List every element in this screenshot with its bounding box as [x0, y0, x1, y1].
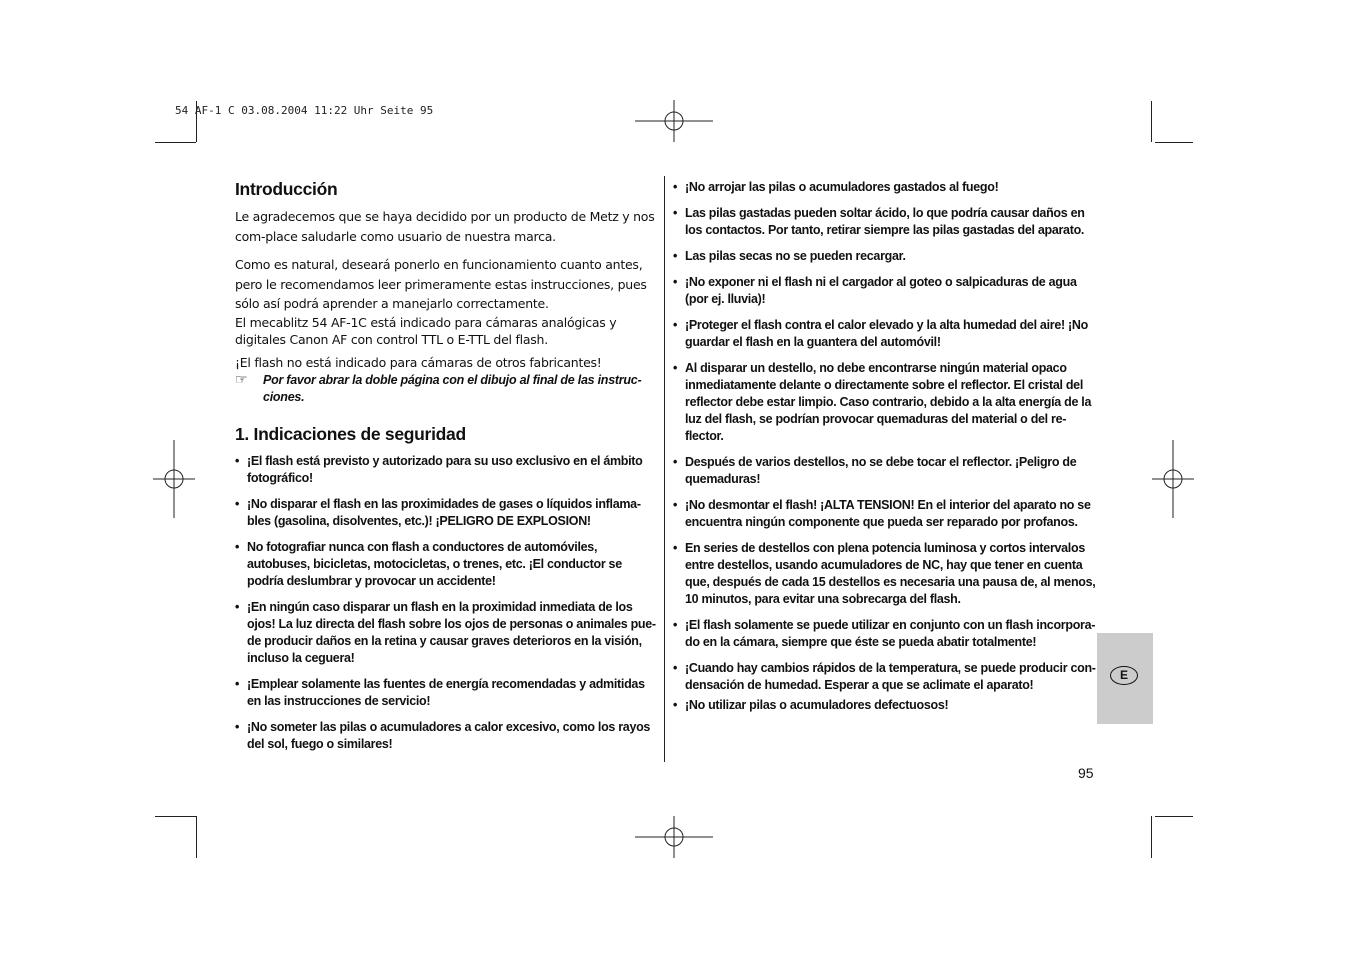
bullet-icon: •: [673, 275, 678, 289]
bullet-text: ¡No someter las pilas o acumuladores a calor excesivo, como los rayos del sol, fuego o similares!: [247, 720, 651, 751]
crop-mark: [155, 816, 196, 817]
bullet-text: No fotografiar nunca con flash a conductores de automóviles, autobuses, bicicletas, motocicletas, o trenes, etc. ¡El conductor se podría deslumbrar y provocar un accidente!: [247, 540, 622, 588]
safety-list: [235, 453, 660, 753]
bullet-item: [673, 248, 1098, 265]
bullet-text: ¡El flash solamente se puede utilizar en conjunto con un flash incorpora-do en la cámara, siempre que éste se pueda abatir totalmente!: [685, 618, 1096, 649]
bullet-icon: •: [673, 698, 678, 712]
bullet-item: [673, 540, 1098, 608]
left-column: [235, 178, 660, 753]
note: [235, 372, 660, 406]
bullet-item: [673, 497, 1098, 531]
bullet-item: [235, 719, 660, 753]
bullet-icon: •: [673, 318, 678, 332]
registration-mark-icon: [635, 82, 713, 160]
intro-title: Introducción: [235, 179, 338, 199]
intro-paragraph: El mecablitz 54 AF-1C está indicado para cámaras analógicas y digitales Canon AF con control TTL o E-TTL del flash.: [235, 314, 617, 347]
bullet-icon: •: [235, 677, 240, 691]
page-number: 95: [1078, 765, 1094, 781]
bullet-item: [673, 697, 1098, 714]
pointing-hand-icon: ☞: [235, 371, 248, 387]
bullet-text: Las pilas secas no se pueden recargar.: [685, 249, 906, 263]
bullet-text: ¡No exponer ni el flash ni el cargador al goteo o salpicaduras de agua (por ej. lluvia)!: [685, 275, 1077, 306]
crop-mark: [1151, 101, 1152, 142]
bullet-item: [235, 676, 660, 710]
note-text: Por favor abrar la doble página con el dibujo al final de las instruc-ciones.: [263, 373, 642, 404]
bullet-item: [673, 360, 1098, 445]
bullet-text: ¡No desmontar el flash! ¡ALTA TENSION! En el interior del aparato no se encuentra ningún componente que pueda ser reparado por profanos.: [685, 498, 1091, 529]
bullet-text: ¡Emplear solamente las fuentes de energía recomendadas y admitidas en las instrucciones de servicio!: [247, 677, 645, 708]
intro-paragraph: ¡El flash no está indicado para cámaras de otros fabricantes!: [235, 354, 602, 370]
bullet-icon: •: [673, 618, 678, 632]
bullet-item: [673, 454, 1098, 488]
bullet-icon: •: [673, 498, 678, 512]
crop-mark: [1155, 816, 1193, 817]
bullet-item: [235, 453, 660, 487]
bullet-item: [235, 496, 660, 530]
bullet-item: [673, 317, 1098, 351]
bullet-icon: •: [673, 541, 678, 555]
bullet-icon: •: [673, 361, 678, 375]
bullet-item: [673, 274, 1098, 308]
bullet-icon: •: [673, 180, 678, 194]
bullet-text: Las pilas gastadas pueden soltar ácido, lo que podría causar daños en los contactos. Por tanto, retirar siempre las pilas gastadas del aparato.: [685, 206, 1085, 237]
intro-paragraph: Como es natural, deseará ponerlo en funcionamiento cuanto antes, pero le recomendamos leer primeramente estas instrucciones, pues sólo así podrá aprender a manejarlo correctamente.: [235, 257, 647, 311]
column-divider: [664, 176, 665, 762]
print-header: 54 AF-1 C 03.08.2004 11:22 Uhr Seite 95: [175, 104, 434, 117]
bullet-icon: •: [235, 497, 240, 511]
bullet-text: ¡No utilizar pilas o acumuladores defectuosos!: [685, 698, 949, 712]
bullet-text: ¡Cuando hay cambios rápidos de la temperatura, se puede producir con-densación de humedad. Esperar a que se aclimate el aparato!: [685, 661, 1096, 692]
bullet-icon: •: [235, 600, 240, 614]
bullet-text: ¡En ningún caso disparar un flash en la proximidad inmediata de los ojos! La luz directa del flash sobre los ojos de personas o animales pue-de producir daños en la retina y causar graves deterioros en la visión, incluso la ceguera!: [247, 600, 656, 665]
registration-mark-icon: [1134, 440, 1212, 518]
crop-mark: [196, 816, 197, 858]
bullet-item: [235, 539, 660, 590]
bullet-icon: •: [673, 455, 678, 469]
safety-title: 1. Indicaciones de seguridad: [235, 424, 466, 444]
bullet-text: ¡El flash está previsto y autorizado para su uso exclusivo en el ámbito fotográfico!: [247, 454, 643, 485]
bullet-icon: •: [673, 249, 678, 263]
crop-mark: [1151, 816, 1152, 858]
bullet-item: [673, 205, 1098, 239]
safety-list-continued: [673, 179, 1098, 714]
bullet-text: Después de varios destellos, no se debe tocar el reflector. ¡Peligro de quemaduras!: [685, 455, 1077, 486]
bullet-icon: •: [235, 720, 240, 734]
crop-mark: [1155, 142, 1193, 143]
bullet-item: [673, 660, 1098, 694]
bullet-icon: •: [673, 661, 678, 675]
bullet-text: ¡Proteger el flash contra el calor elevado y la alta humedad del aire! ¡No guardar el flash en la guantera del automóvil!: [685, 318, 1088, 349]
bullet-icon: •: [673, 206, 678, 220]
crop-mark: [155, 142, 196, 143]
bullet-icon: •: [235, 540, 240, 554]
bullet-item: [673, 617, 1098, 651]
bullet-item: [235, 599, 660, 667]
bullet-text: Al disparar un destello, no debe encontrarse ningún material opaco inmediatamente delante o directamente sobre el reflector. El cristal del reflector debe estar limpio. Caso contrario, debido a la alta energía de la luz del flash, se podrían provocar quemaduras del material o del re-flector.: [685, 361, 1092, 443]
bullet-text: En series de destellos con plena potencia luminosa y cortos intervalos entre destellos, usando acumuladores de NC, hay que tener en cuenta que, después de cada 15 destellos es necesaria una pausa de, al menos, 10 minutos, para evitar una sobrecarga del flash.: [685, 541, 1096, 606]
language-tab: [1097, 633, 1153, 724]
bullet-icon: •: [235, 454, 240, 468]
language-badge: E: [1110, 666, 1138, 685]
intro-paragraph: Le agradecemos que se haya decidido por un producto de Metz y nos com-place saludarle como usuario de nuestra marca.: [235, 209, 655, 244]
bullet-item: [673, 179, 1098, 196]
right-column: [673, 179, 1098, 714]
bullet-text: ¡No arrojar las pilas o acumuladores gastados al fuego!: [685, 180, 999, 194]
bullet-text: ¡No disparar el flash en las proximidades de gases o líquidos inflama-bles (gasolina, disolventes, etc.)! ¡PELIGRO DE EXPLOSION!: [247, 497, 641, 528]
registration-mark-icon: [635, 798, 713, 876]
registration-mark-icon: [135, 440, 213, 518]
